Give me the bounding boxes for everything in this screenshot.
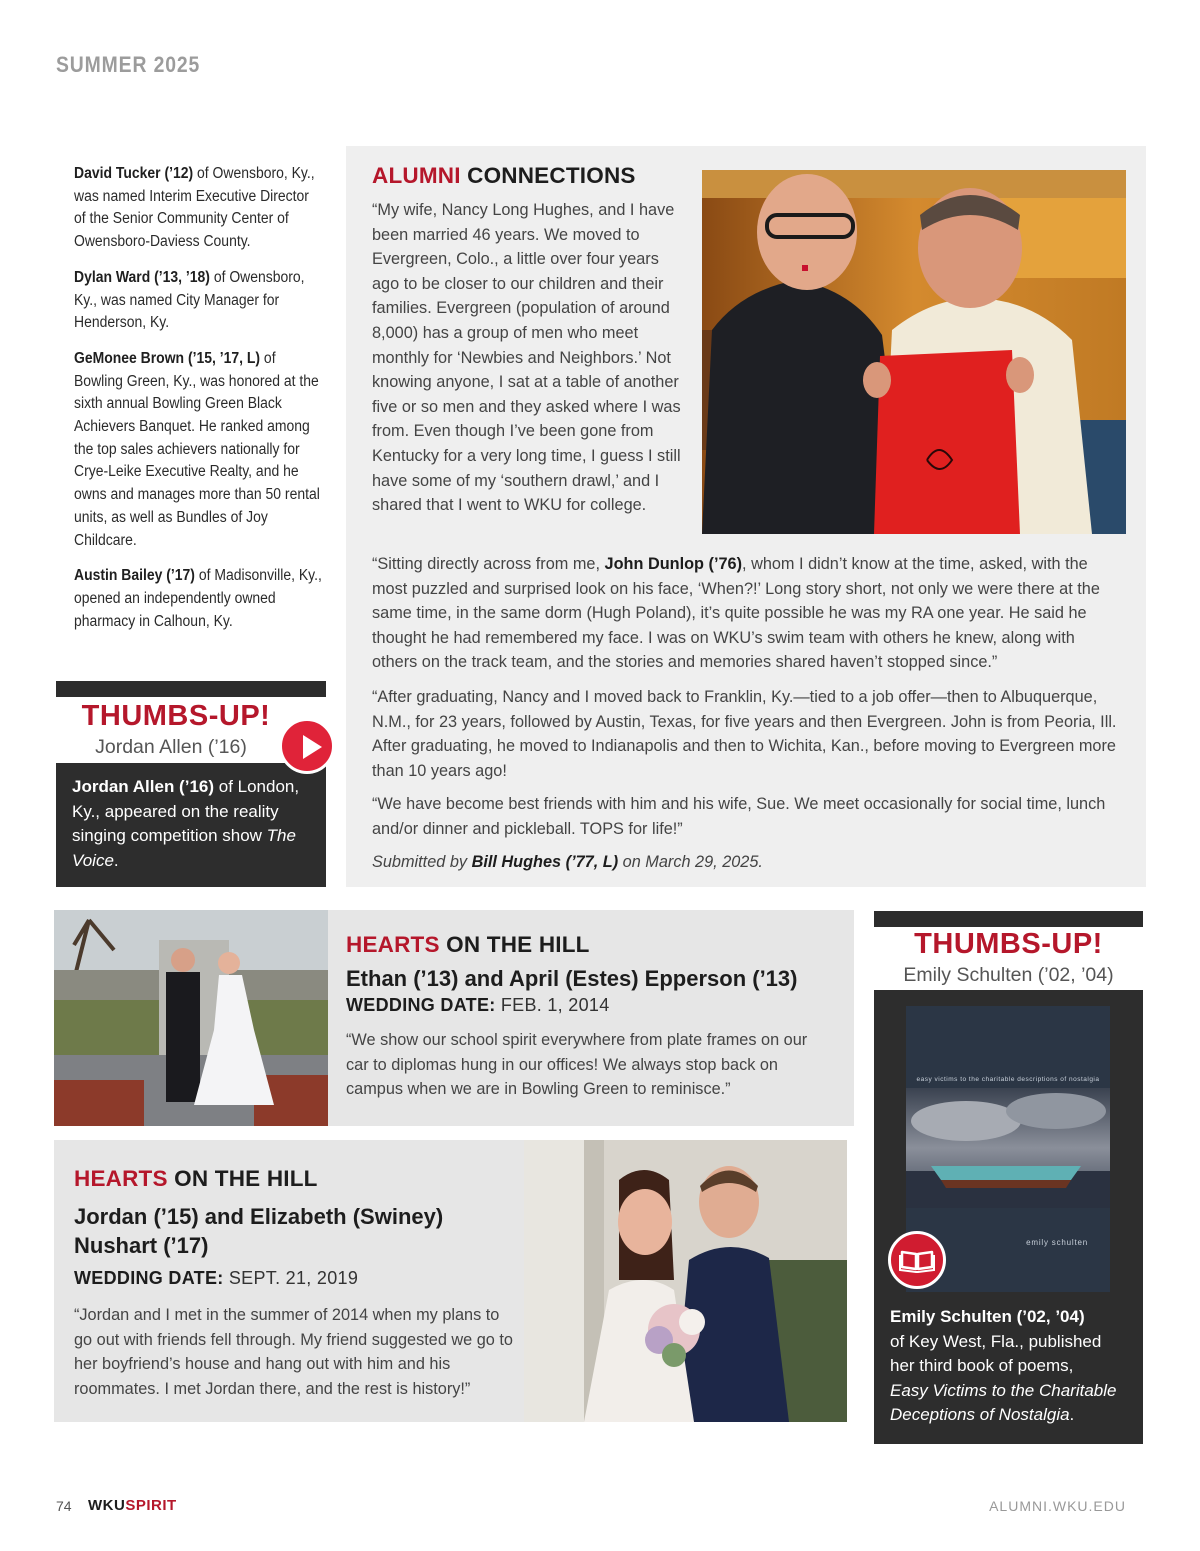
issue-label: SUMMER 2025 (56, 52, 201, 77)
hearts-on-the-hill-2 (54, 1140, 847, 1422)
couple-quote-1: “We show our school spirit everywhere from plate frames on our car to diplomas hung in our offices! We always stop back on campus when we are in Bowling Green to reminisce.” (346, 1031, 808, 1099)
play-icon[interactable] (279, 718, 335, 774)
thumbs-up-subtitle: Jordan Allen (’16) (95, 736, 247, 758)
note-item: GeMonee Brown (’15, ’17, L) of Bowling Green, Ky., was honored at the sixth annual Bowling Green Black Achievers Banquet. He ranked among the top sales achievers nationally for Crye-Leike Executive Realty, and he owns and manages more than 50 rental units, as well as Bundles of Joy Childcare. (74, 349, 320, 549)
story-paragraph-4: “We have become best friends with him and his wife, Sue. We meet occasionally for social time, lunch and/or dinner and pickleball. TOPS for life!” (372, 795, 1106, 838)
thumbs-up-subtitle: Emily Schulten (’02, ’04) (903, 964, 1114, 986)
class-notes (74, 163, 324, 646)
wedding-date-1: WEDDING DATE: FEB. 1, 2014 (346, 995, 610, 1015)
note-item: Dylan Ward (’13, ’18) of Owensboro, Ky., was named City Manager for Henderson, Ky. (74, 268, 305, 332)
book-cover-author: emily schulten (1026, 1238, 1088, 1247)
couple-name-2: Jordan (’15) and Elizabeth (Swiney) Nushart (’17) (74, 1204, 444, 1258)
note-item: David Tucker (’12) of Owensboro, Ky., was named Interim Executive Director of the Senior Community Center of Owensboro-Daviess County. (74, 165, 315, 251)
story-paragraph-1: “My wife, Nancy Long Hughes, and I have been married 46 years. We moved to Evergreen, Colo., a little over four years ago to be closer to our children and their families. Evergreen (population of around 8,000) has a group of men who meet monthly for ‘Newbies and Neighbors.’ Not knowing anyone, I sat at a table of another five or so men and they asked where I was from. Even though I’ve been gone from Kentucky for a very long time, I guess I still have some of my ‘southern drawl,’ and I shared that I went to WKU for college. (372, 201, 681, 515)
thumbs-up-title: THUMBS-UP! (914, 928, 1103, 960)
alumni-photo (702, 170, 1126, 534)
thumbs-up-title: THUMBS-UP! (81, 700, 271, 732)
story-paragraph-2: “Sitting directly across from me, John Dunlop (’76), whom I didn’t know at the time, asked, with the most puzzled and surprised look on his face, ‘When?!’ Long story short, not only we were there at the same time, in the same dorm (Hugh Poland), it’s quite possible he was my RA one year. He said he thought he had remembered my face. I was on WKU’s swim team with others he knew, along with others on the track team, and the stories and memories shared haven’t stopped since.” (372, 555, 1100, 672)
thumbs-up-text: Emily Schulten (’02, ’04) of Key West, Fla., published her third book of poems, Easy Victims to the Charitable Deceptions of Nostalgia. (890, 1307, 1117, 1424)
hearts-heading-1: HEARTS ON THE HILL (346, 932, 590, 957)
alumni-connections-heading: ALUMNI CONNECTIONS (372, 163, 636, 188)
page-number: 74 (56, 1498, 72, 1514)
story-paragraph-3: “After graduating, Nancy and I moved back to Franklin, Ky.—tied to a job offer—then to Albuquerque, N.M., for 23 years, followed by Austin, Texas, for five years and then Evergreen. John is from Peoria, Ill. After graduating, he moved to Indianapolis and then to Wichita, Kan., before moving to Evergreen more than 10 years ago! (372, 688, 1117, 780)
thumbs-up-body (874, 990, 1143, 1444)
couple-name-1: Ethan (’13) and April (Estes) Epperson (’13) (346, 966, 798, 991)
book-icon[interactable] (888, 1231, 946, 1289)
wedding-photo-1 (54, 910, 328, 1126)
submitted-by: Submitted by Bill Hughes (’77, L) on March 29, 2025. (372, 853, 763, 871)
book-cover-title: easy victims to the charitable descriptions of nostalgia (916, 1076, 1100, 1083)
thumbs-up-bar (56, 681, 326, 697)
note-item: Austin Bailey (’17) of Madisonville, Ky., opened an independently owned pharmacy in Calhoun, Ky. (74, 567, 322, 630)
footer-url[interactable]: ALUMNI.WKU.EDU (989, 1498, 1126, 1514)
couple-quote-2: “Jordan and I met in the summer of 2014 when my plans to go out with friends fell through. My friend suggested we go to her boyfriend’s house and hang out with him and his roommates. I met Jordan there, and the rest is history!” (74, 1306, 513, 1398)
wedding-date-2: WEDDING DATE: SEPT. 21, 2019 (74, 1268, 359, 1288)
hearts-on-the-hill-1 (54, 910, 854, 1126)
thumbs-up-bar (874, 911, 1143, 927)
hearts-heading-2: HEARTS ON THE HILL (74, 1166, 318, 1191)
wedding-photo-2 (524, 1140, 847, 1422)
thumbs-up-body: Jordan Allen (’16) of London, Ky., appeared on the reality singing competition show The Voice. (56, 763, 326, 887)
publication-brand: WKUSPIRIT (88, 1497, 177, 1514)
alumni-connections-panel (346, 146, 1146, 887)
